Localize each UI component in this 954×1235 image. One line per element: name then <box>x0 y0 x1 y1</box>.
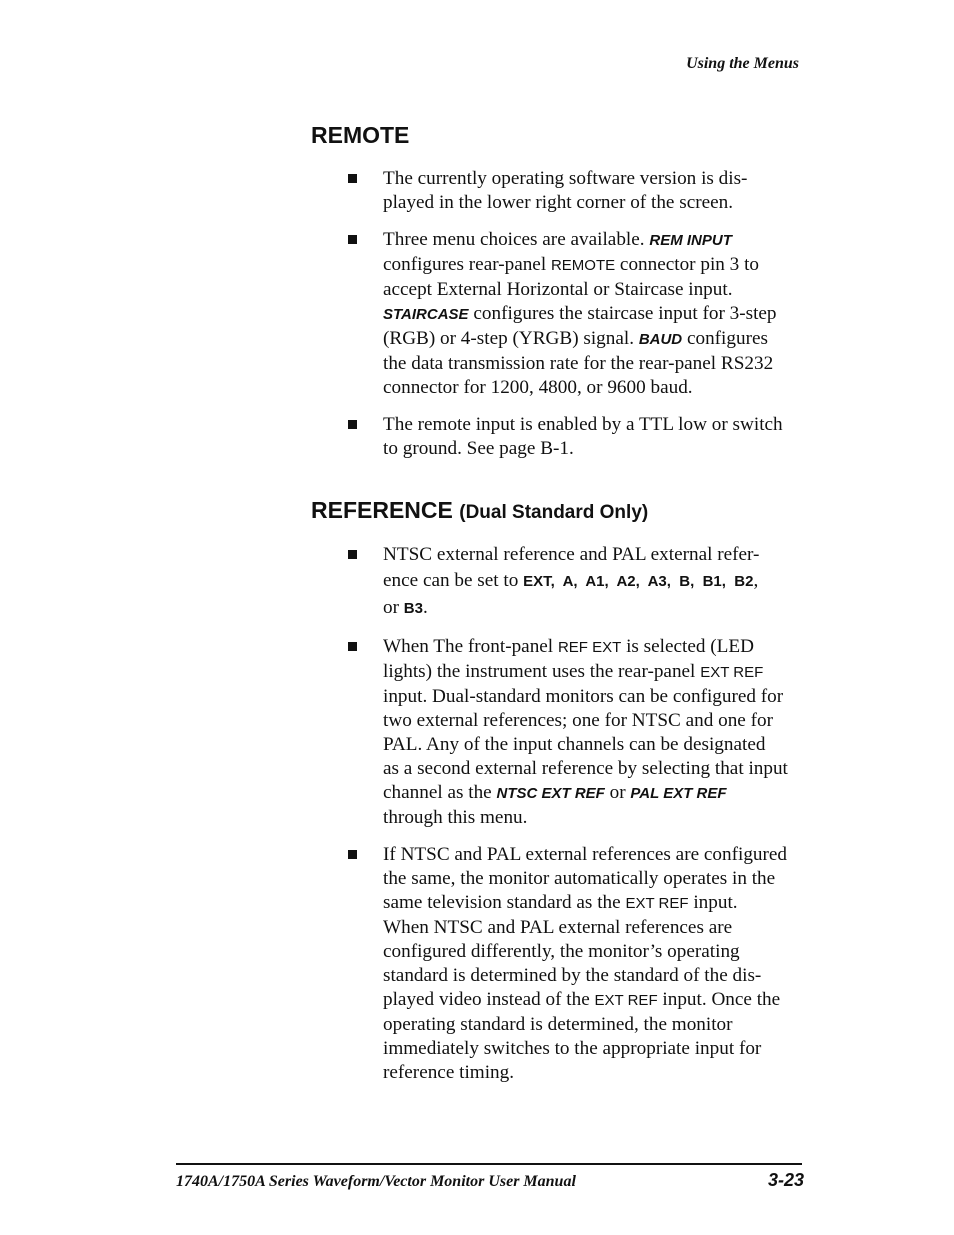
section-heading-reference: REFERENCE (Dual Standard Only) <box>311 497 649 523</box>
panel-label-remote: REMOTE <box>550 257 616 274</box>
list-item: The currently operating software version is dis- played in the lower right corner of the screen. <box>345 167 820 215</box>
menu-term-rem-input: REM INPUT <box>649 232 732 249</box>
panel-label-ext-ref: EXT REF <box>594 992 658 1009</box>
square-bullet-icon <box>348 550 357 559</box>
square-bullet-icon <box>348 235 357 244</box>
menu-term-baud: BAUD <box>638 331 683 348</box>
list-item: When The front-panel REF EXT is selected (LED lights) the instrument uses the rear-panel EXT REF input. Dual-standard monitors can be configured for two external references; one for NTSC and one for PAL. Any of the input channels can be designated as a second external reference by selecting that input channel as the NTSC EXT REF or PAL EXT REF through this menu. <box>345 635 820 830</box>
menu-term-pal-ext-ref: PAL EXT REF <box>630 785 727 802</box>
page-number: 3-23 <box>767 1170 804 1190</box>
panel-label-ref-ext: REF EXT <box>557 639 622 656</box>
reference-bullet-list <box>345 542 820 1098</box>
square-bullet-icon <box>348 642 357 651</box>
list-item: The remote input is enabled by a TTL low or switch to ground. See page B-1. <box>345 413 820 461</box>
list-item: If NTSC and PAL external references are configured the same, the monitor automatically operates in the same television standard as the EXT REF input. When NTSC and PAL external references are configured differently, the monitor’s operating standard is determined by the standard of the dis- played video instead of the EXT REF input. Once the operating standard is determined, the monitor immediately switches to the appropriate input for reference timing. <box>345 843 820 1085</box>
reference-option-b3: B3 <box>403 600 423 617</box>
section-heading-subtitle: (Dual Standard Only) <box>459 502 649 523</box>
menu-term-staircase: STAIRCASE <box>383 306 469 323</box>
menu-term-ntsc-ext-ref: NTSC EXT REF <box>496 785 605 802</box>
square-bullet-icon <box>348 174 357 183</box>
remote-bullet-list <box>345 167 820 474</box>
footer-title: 1740A/1750A Series Waveform/Vector Monitor User Manual <box>176 1173 576 1190</box>
running-head: Using the Menus <box>686 55 799 72</box>
panel-label-ext-ref: EXT REF <box>625 895 689 912</box>
square-bullet-icon <box>348 420 357 429</box>
list-item: NTSC external reference and PAL external refer- ence can be set to EXT, A, A1, A2, A3, B, B1, B2, or B3. <box>345 542 820 622</box>
reference-options: EXT, A, A1, A2, A3, B, B1, B2 <box>523 573 754 590</box>
footer-rule <box>176 1163 802 1165</box>
list-item: Three menu choices are available. REM INPUT configures rear-panel REMOTE connector pin 3 to accept External Horizontal or Staircase input. STAIRCASE configures the staircase input for 3-step (RGB) or 4-step (YRGB) signal. BAUD configures the data transmission rate for the rear-panel RS232 connector for 1200, 4800, or 9600 baud. <box>345 228 820 400</box>
panel-label-ext-ref: EXT REF <box>700 664 764 681</box>
square-bullet-icon <box>348 850 357 859</box>
section-heading-remote: REMOTE <box>311 122 410 148</box>
